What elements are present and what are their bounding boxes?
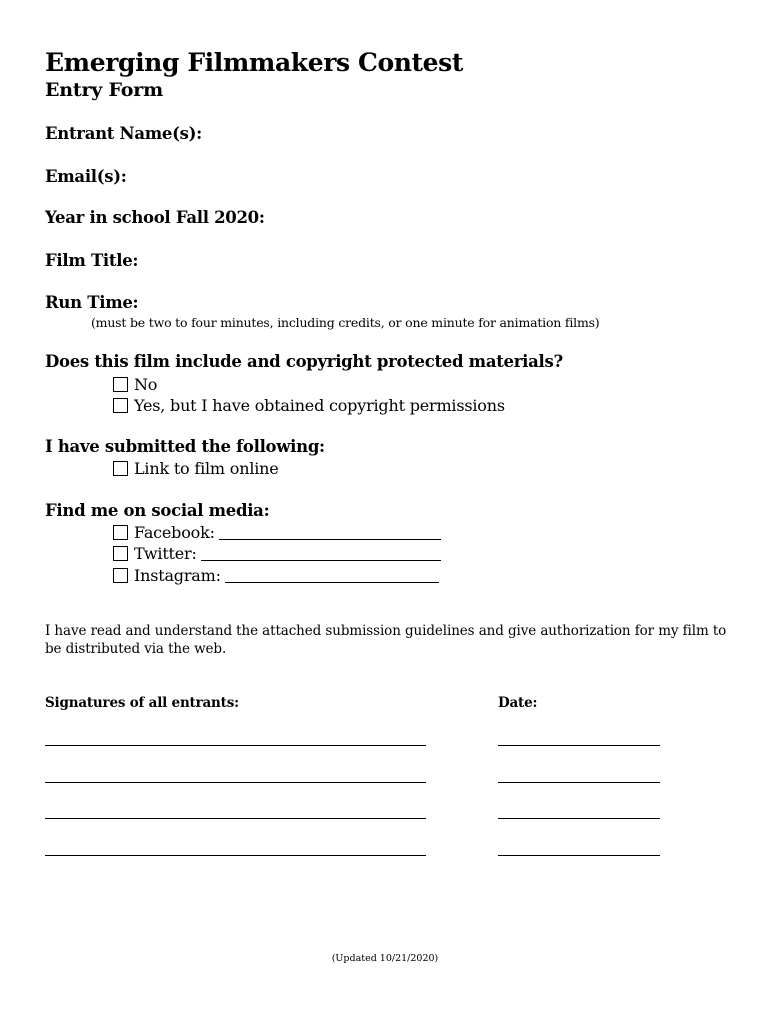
date-line[interactable] (498, 855, 660, 856)
form-title: Emerging Filmmakers Contest (45, 48, 463, 77)
emails-label: Email(s): (45, 167, 127, 186)
film-title-label: Film Title: (45, 251, 139, 270)
signature-line[interactable] (45, 782, 426, 783)
copyright-option-yes[interactable] (113, 396, 505, 415)
updated-footer: (Updated 10/21/2020) (331, 953, 439, 964)
submitted-heading: I have submitted the following: (45, 437, 325, 456)
copyright-question: Does this film include and copyright protected materials? (45, 352, 563, 371)
date-line[interactable] (498, 818, 660, 819)
date-label: Date: (498, 695, 538, 711)
social-option-twitter[interactable] (113, 544, 441, 563)
social-option-instagram[interactable] (113, 566, 439, 585)
checkbox[interactable] (113, 525, 128, 540)
entrant-names-label: Entrant Name(s): (45, 124, 202, 143)
social-heading: Find me on social media: (45, 501, 270, 520)
signature-line[interactable] (45, 818, 426, 819)
year-in-school-label: Year in school Fall 2020: (45, 208, 265, 227)
twitter-handle-line[interactable] (201, 546, 441, 561)
option-label: Link to film online (134, 459, 279, 478)
option-label: Yes, but I have obtained copyright permissions (134, 396, 505, 415)
option-label: Facebook: (134, 523, 215, 542)
signature-line[interactable] (45, 745, 426, 746)
checkbox[interactable] (113, 546, 128, 561)
instagram-handle-line[interactable] (225, 568, 439, 583)
authorization-statement: I have read and understand the attached submission guidelines and give authorization for my film to be distributed via the web. (45, 623, 727, 657)
checkbox[interactable] (113, 568, 128, 583)
submitted-option-link[interactable] (113, 459, 279, 478)
facebook-handle-line[interactable] (219, 525, 441, 540)
copyright-option-no[interactable] (113, 375, 157, 394)
signature-line[interactable] (45, 855, 426, 856)
run-time-note: (must be two to four minutes, including credits, or one minute for animation films) (91, 315, 600, 330)
run-time-label: Run Time: (45, 293, 139, 312)
option-label: No (134, 375, 158, 394)
date-line[interactable] (498, 745, 660, 746)
option-label: Twitter: (134, 544, 197, 563)
social-option-facebook[interactable] (113, 523, 441, 542)
checkbox[interactable] (113, 377, 128, 392)
form-subtitle: Entry Form (45, 79, 163, 101)
option-label: Instagram: (134, 566, 221, 585)
checkbox[interactable] (113, 461, 128, 476)
signatures-label: Signatures of all entrants: (45, 695, 239, 711)
date-line[interactable] (498, 782, 660, 783)
checkbox[interactable] (113, 398, 128, 413)
